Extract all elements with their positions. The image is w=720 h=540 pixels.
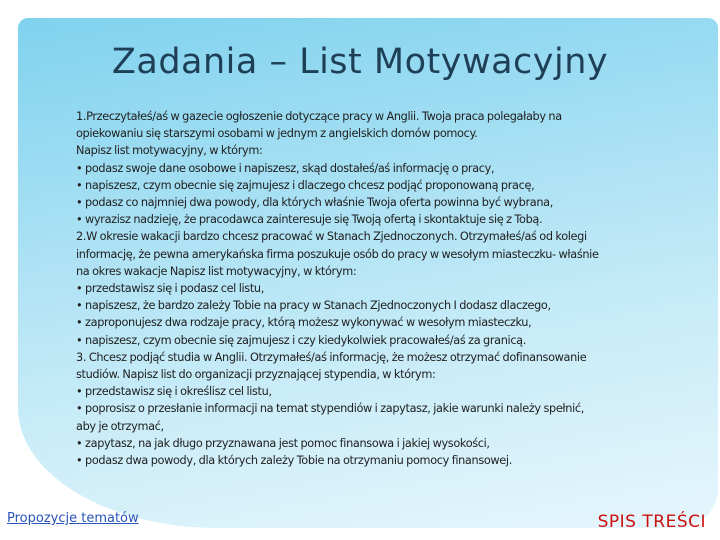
text-line: opiekowaniu się starszymi osobami w jednym z angielskich domów pomocy.: [76, 127, 478, 141]
text-line: informację, że pewna amerykańska firma poszukuje osób do pracy w wesołym miasteczku- właśnie: [76, 247, 599, 261]
text-line: 2.W okresie wakacji bardzo chcesz pracować w Stanach Zjednoczonych. Otrzymałeś/aś od kolegi: [76, 230, 587, 244]
text-line: aby je otrzymać,: [76, 419, 164, 433]
text-line: • napiszesz, czym obecnie się zajmujesz i czy kiedykolwiek pracowałeś/aś za granicą.: [76, 333, 526, 347]
text-line: • podasz dwa powody, dla których zależy Tobie na otrzymaniu pomocy finansowej.: [76, 454, 512, 468]
text-line: • wyrazisz nadzieję, że pracodawca zainteresuje się Twoją ofertą i skontaktuje się z Tobą.: [76, 213, 543, 227]
slide-title: Zadania – List Motywacyjny: [111, 42, 609, 82]
text-line: • podasz swoje dane osobowe i napiszesz, skąd dostałeś/aś informację o pracy,: [76, 161, 495, 175]
propozycje-tematow-link[interactable]: Propozycje tematów: [7, 511, 139, 526]
text-line: 1.Przeczytałeś/aś w gazecie ogłoszenie dotyczące pracy w Anglii. Twoja praca polegałaby na: [76, 110, 562, 123]
text-line: • napiszesz, że bardzo zależy Tobie na pracy w Stanach Zjednoczonych I dodasz dlaczego,: [76, 299, 551, 313]
text-line: 3. Chcesz podjąć studia w Anglii. Otrzymałeś/aś informację, że możesz otrzymać dofinansowanie: [76, 350, 587, 364]
text-line: studiów. Napisz list do organizacji przyznającej stypendia, w którym:: [76, 368, 436, 382]
text-line: • podasz co najmniej dwa powody, dla których właśnie Twoja oferta powinna być wybrana,: [76, 196, 553, 210]
spis-tresci-link[interactable]: SPIS TREŚCI: [597, 512, 706, 532]
text-line: na okres wakacje Napisz list motywacyjny, w którym:: [76, 264, 357, 278]
text-line: • poprosisz o przesłanie informacji na temat stypendiów i zapytasz, jakie warunki należy spełnić,: [76, 402, 584, 416]
task-text: [76, 108, 666, 469]
text-line: • przedstawisz się i określisz cel listu,: [76, 385, 272, 399]
text-line: • zapytasz, na jak długo przyznawana jest pomoc finansowa i jakiej wysokości,: [76, 436, 490, 450]
text-line: • napiszesz, czym obecnie się zajmujesz i dlaczego chcesz podjąć proponowaną pracę,: [76, 178, 535, 192]
text-line: • przedstawisz się i podasz cel listu,: [76, 282, 264, 296]
text-line: • zaproponujesz dwa rodzaje pracy, którą możesz wykonywać w wesołym miasteczku,: [76, 316, 532, 330]
text-line: Napisz list motywacyjny, w którym:: [76, 144, 263, 158]
